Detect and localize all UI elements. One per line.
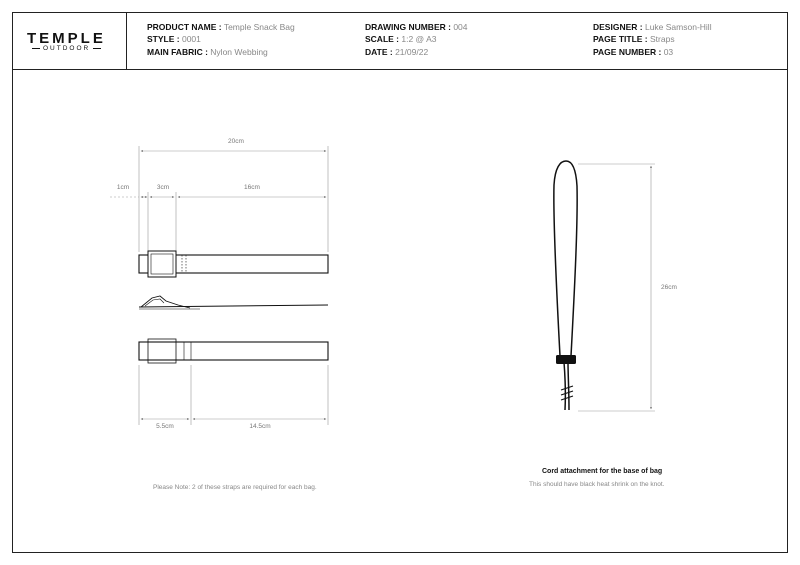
main-fabric-value: Nylon Webbing	[210, 47, 268, 57]
page-number-key: PAGE NUMBER :	[593, 47, 662, 57]
cord-lock	[556, 355, 576, 364]
dim-bottom-right-label: 14.5cm	[249, 423, 271, 430]
drawing-number-key: DRAWING NUMBER :	[365, 22, 451, 32]
strap-dimensions	[110, 146, 328, 425]
scale-value: 1:2 @ A3	[401, 34, 437, 44]
page-number-value: 03	[663, 47, 674, 57]
cord-caption: Cord attachment for the base of bag	[542, 468, 663, 475]
dim-bottom-left-label: 5.5cm	[156, 423, 174, 430]
page-title-value: Straps	[650, 34, 675, 44]
main-fabric-key: MAIN FABRIC :	[147, 47, 208, 57]
cord-illustration	[554, 161, 577, 410]
strap-bottom-view	[139, 339, 328, 363]
logo-subtitle: OUTDOOR	[29, 45, 104, 52]
date-key: DATE :	[365, 47, 393, 57]
designer-key: DESIGNER :	[593, 22, 643, 32]
dim-left-label: 1cm	[116, 184, 130, 191]
logo-wordmark: TEMPLE	[27, 30, 106, 47]
page-title-key: PAGE TITLE :	[593, 34, 648, 44]
cord-note: This should have black heat shrink on the knot.	[529, 481, 665, 488]
style-value: 0001	[181, 34, 201, 44]
cord-dimensions	[578, 164, 655, 411]
strap-top-view	[139, 251, 328, 277]
scale-key: SCALE :	[365, 34, 399, 44]
strap-side-view	[139, 296, 328, 309]
date-value: 21/09/22	[395, 47, 429, 57]
drawing-number-value: 004	[453, 22, 468, 32]
style-key: STYLE :	[147, 34, 180, 44]
product-name-value: Temple Snack Bag	[223, 22, 295, 32]
dim-total-label: 20cm	[228, 138, 244, 145]
dim-right-label: 16cm	[244, 184, 260, 191]
strap-note: Please Note: 2 of these straps are required for each bag.	[153, 484, 317, 491]
designer-value: Luke Samson-Hill	[644, 22, 712, 32]
dim-cord-length-label: 26cm	[661, 284, 677, 291]
product-name-key: PRODUCT NAME :	[147, 22, 222, 32]
cord-knot	[561, 386, 573, 400]
dim-buckle-label: 3cm	[156, 184, 170, 191]
